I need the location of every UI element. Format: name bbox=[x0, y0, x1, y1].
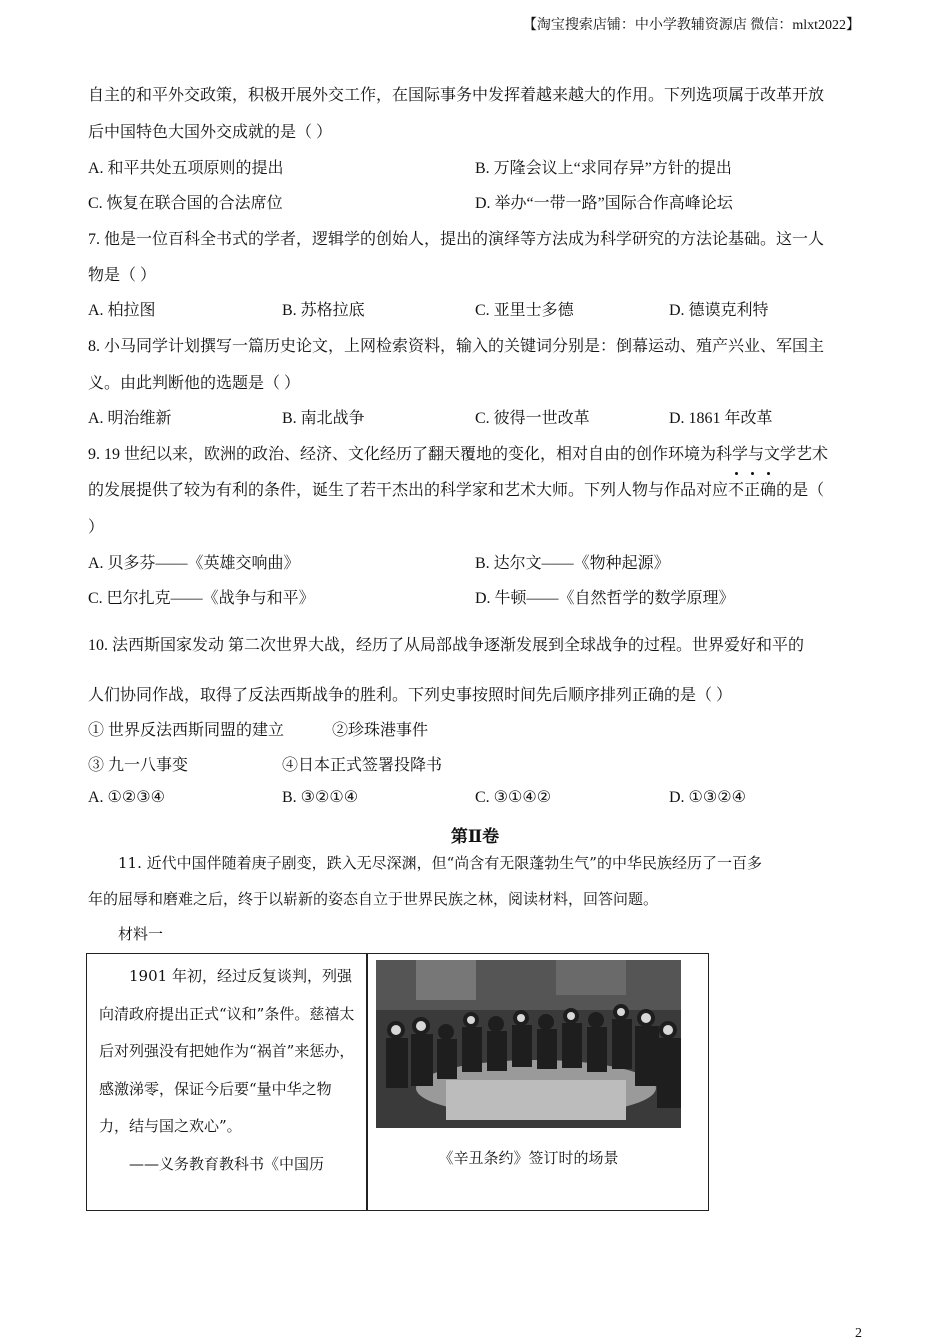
q9-stem-line2-pre: 的发展提供了较为有利的条件，诞生了若干杰出的科学家和艺术大师。下列人物与作品对应 bbox=[88, 482, 729, 499]
material-label: 材料一 bbox=[118, 925, 164, 943]
photo-illustration bbox=[376, 960, 681, 1128]
q10-option-a: A. ①②③④ bbox=[88, 789, 165, 806]
q8-option-b: B. 南北战争 bbox=[282, 410, 365, 427]
q10-event-2: ②珍珠港事件 bbox=[332, 722, 429, 739]
photo-caption: 《辛丑条约》签订时的场景 bbox=[438, 1149, 619, 1167]
material-table bbox=[86, 953, 709, 1211]
q10-option-d: D. ①③②④ bbox=[669, 789, 746, 806]
q11-stem-line2: 年的屈辱和磨难之后，终于以崭新的姿态自立于世界民族之林，阅读材料，回答问题。 bbox=[88, 890, 659, 908]
q6-stem-line1: 自主的和平外交政策，积极开展外交工作，在国际事务中发挥着越来越大的作用。下列选项属于改革开放 bbox=[88, 87, 825, 104]
q7-option-c: C. 亚里士多德 bbox=[475, 302, 574, 319]
q9-emphasis-char: 正 bbox=[744, 477, 760, 500]
q9-stem-line3: ） bbox=[88, 519, 105, 536]
q9-stem-line1: 9. 19 世纪以来，欧洲的政治、经济、文化经历了翻天覆地的变化，相对自由的创作环境为科学与文学艺术 bbox=[88, 446, 829, 463]
table-divider bbox=[366, 954, 368, 1210]
material-text: 1901 年初，经过反复谈判，列强向清政府提出正式“议和”条件。慈禧太后对列强没有把她作为“祸首”来惩办，感激涕零，保证今后要“量中华之物力，结与国之欢心”。 bbox=[99, 967, 355, 1135]
q7-stem-line2: 物是（ ） bbox=[88, 267, 157, 284]
q6-stem-line2: 后中国特色大国外交成就的是（ ） bbox=[88, 124, 333, 141]
q6-option-d: D. 举办“一带一路”国际合作高峰论坛 bbox=[475, 195, 733, 212]
q10-event-3: ③ 九一八事变 bbox=[88, 757, 189, 774]
q11-stem-line1: 11. 近代中国伴随着庚子剧变，跌入无尽深渊，但“尚含有无限蓬勃生气”的中华民族经历了一百多 bbox=[118, 854, 762, 872]
q9-emphasis-char: 确 bbox=[760, 477, 776, 500]
treaty-signing-photo bbox=[376, 960, 681, 1128]
q7-stem-line1: 7. 他是一位百科全书式的学者，逻辑学的创始人，提出的演绎等方法成为科学研究的方法论基础。这一人 bbox=[88, 231, 825, 248]
material-text-cell bbox=[99, 958, 357, 1183]
q9-emphasis-char: 不 bbox=[728, 477, 744, 500]
q6-option-b: B. 万隆会议上“求同存异”方针的提出 bbox=[475, 160, 732, 177]
q10-option-b: B. ③②①④ bbox=[282, 789, 359, 806]
q7-option-a: A. 柏拉图 bbox=[88, 302, 156, 319]
q9-stem-line2-post: 的是（ bbox=[776, 482, 825, 499]
q9-option-c: C. 巴尔扎克——《战争与和平》 bbox=[88, 590, 315, 607]
q8-option-d: D. 1861 年改革 bbox=[669, 410, 773, 427]
q10-stem-line2: 人们协同作战，取得了反法西斯战争的胜利。下列史事按照时间先后顺序排列正确的是（ ） bbox=[88, 687, 733, 704]
q9-option-b: B. 达尔文——《物种起源》 bbox=[475, 555, 670, 572]
q8-option-a: A. 明治维新 bbox=[88, 410, 172, 427]
q10-stem-line1: 10. 法西斯国家发动 第二次世界大战，经历了从局部战争逐渐发展到全球战争的过程。世界爱好和平的 bbox=[88, 637, 805, 654]
q9-option-a: A. 贝多芬——《英雄交响曲》 bbox=[88, 555, 300, 572]
q7-option-d: D. 德谟克利特 bbox=[669, 302, 769, 319]
q9-option-d: D. 牛顿——《自然哲学的数学原理》 bbox=[475, 590, 735, 607]
q10-event-1: ① 世界反法西斯同盟的建立 bbox=[88, 722, 285, 739]
q8-stem-line2: 义。由此判断他的选题是（ ） bbox=[88, 375, 301, 392]
q10-event-4: ④日本正式签署投降书 bbox=[282, 757, 443, 774]
material-source: ——义务教育教科书《中国历 bbox=[99, 1154, 325, 1173]
page-number: 2 bbox=[855, 1326, 862, 1341]
q8-stem-line1: 8. 小马同学计划撰写一篇历史论文，上网检索资料，输入的关键词分别是：倒幕运动、殖产兴业、军国主 bbox=[88, 338, 825, 355]
section-title: 第Ⅱ卷 bbox=[450, 827, 500, 846]
q6-option-c: C. 恢复在联合国的合法席位 bbox=[88, 195, 283, 212]
q8-option-c: C. 彼得一世改革 bbox=[475, 410, 590, 427]
q10-option-c: C. ③①④② bbox=[475, 789, 552, 806]
page-header-watermark: 【淘宝搜索店铺：中小学教辅资源店 微信：mlxt2022】 bbox=[522, 18, 860, 33]
q9-stem-line2 bbox=[88, 477, 824, 500]
q6-option-a: A. 和平共处五项原则的提出 bbox=[88, 160, 284, 177]
q7-option-b: B. 苏格拉底 bbox=[282, 302, 365, 319]
